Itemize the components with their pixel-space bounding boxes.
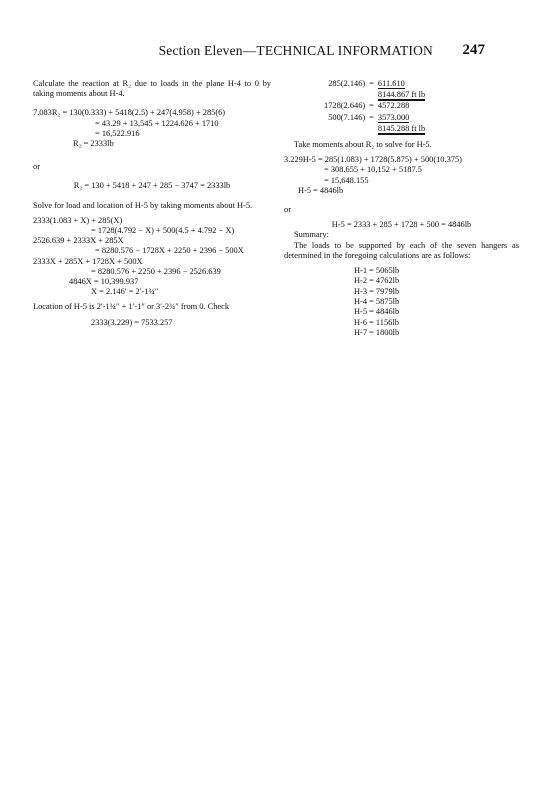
or-text: or bbox=[33, 162, 40, 172]
page-header bbox=[0, 43, 548, 63]
equation-line: 4846X = 10,399.937 bbox=[69, 277, 139, 287]
equation-line: = 8280.576 + 2250 + 2396 − 2526.639 bbox=[91, 266, 221, 276]
equation-line: = 43.29 + 13,545 + 1224.626 + 1710 bbox=[95, 118, 219, 128]
sum-left bbox=[324, 124, 369, 135]
sum-left: 1728(2.646) bbox=[324, 101, 366, 111]
check-equation: 2333(3.229) = 7533.257 bbox=[91, 317, 173, 327]
section-title: Section Eleven—TECHNICAL INFORMATION bbox=[158, 43, 433, 58]
sum-right: 3573.000 bbox=[377, 112, 410, 122]
location-paragraph: Location of H-5 is 2′-1¾″ + 1′-1″ or 3′-2¾″ from 0. Check bbox=[33, 302, 230, 312]
sum-right: 8144.867 ft lb bbox=[377, 90, 426, 100]
equation-line: H-5 = 4846lb bbox=[298, 185, 344, 195]
equation-line: 2333(1.083 + X) + 285(X) bbox=[33, 215, 123, 225]
equation-line: 2333X + 285X + 1728X + 500X bbox=[33, 256, 143, 266]
solve-paragraph: Solve for load and location of H-5 by taking moments about H-5. bbox=[33, 200, 253, 210]
equation-line: = 8280.576 − 1728X + 2250 + 2396 − 500X bbox=[95, 246, 244, 256]
page-number: 247 bbox=[462, 42, 485, 58]
sum-right: 8145.288 ft lb bbox=[377, 123, 426, 133]
sum-row bbox=[324, 124, 429, 135]
equation-line: R₂ = 2333lb bbox=[73, 139, 114, 149]
summary-paragraph: The loads to be supported by each of the seven hangers as determined in the foregoing calculations are as follows: bbox=[284, 240, 519, 260]
list-item: H-7 = 1800lb bbox=[354, 327, 400, 337]
sum-left bbox=[324, 90, 369, 101]
or-text: or bbox=[284, 205, 291, 215]
list-item: H-5 = 4846lb bbox=[354, 307, 400, 317]
left-column bbox=[33, 79, 271, 328]
sum-left: 500(7.146) bbox=[328, 112, 366, 122]
equation-line: R₂ = 130 + 5418 + 247 + 285 − 3747 = 2333lb bbox=[73, 181, 231, 191]
equation-line: H-5 = 2333 + 285 + 1728 + 500 = 4846lb bbox=[331, 220, 472, 230]
equation-line: 2526.639 + 2333X + 285X bbox=[33, 236, 124, 246]
sum-row: 1728(2.646) = 4572.288 bbox=[324, 101, 429, 112]
summary-label: Summary: bbox=[294, 230, 329, 240]
sum-right: 611.610 bbox=[377, 79, 405, 88]
equation-line: 3.229H-5 = 285(1.083) + 1728(5.875) + 500(10.375) bbox=[284, 155, 462, 165]
equation-line: = 308.655 + 10,152 + 5187.5 bbox=[324, 165, 422, 175]
list-item: H-4 = 5875lb bbox=[354, 296, 400, 306]
equation-line: = 16,522.916 bbox=[95, 128, 140, 138]
list-item: H-6 = 1156lb bbox=[354, 317, 399, 327]
sum-table bbox=[324, 79, 429, 135]
sum-right: 4572.288 bbox=[377, 101, 410, 111]
sum-left: 285(2.146) bbox=[328, 79, 366, 88]
intro-paragraph: Calculate the reaction at R₂ due to loads in the plane H-4 to 0 by taking moments about H-4. bbox=[33, 79, 271, 99]
moments-text: Take moments about R₂ to solve for H-5. bbox=[294, 140, 432, 150]
equation-line: 7.083R₂ = 130(0.333) + 5418(2.5) + 247(4.958) + 285(6) bbox=[33, 108, 226, 118]
list-item: H-1 = 5065lb bbox=[354, 266, 400, 276]
hanger-load-list bbox=[354, 266, 519, 338]
list-item: H-3 = 7979lb bbox=[354, 286, 400, 296]
equation-line: = 15,648.155 bbox=[324, 175, 369, 185]
sum-row: 500(7.146) = 3573.000 bbox=[324, 113, 429, 124]
equation-line: = 1728(4.792 − X) + 500(4.5 + 4.792 − X) bbox=[91, 226, 235, 236]
list-item: H-2 = 4762lb bbox=[354, 276, 400, 286]
sum-row bbox=[324, 90, 429, 101]
sum-row: 285(2.146) = 611.610 bbox=[324, 79, 429, 90]
right-column bbox=[284, 79, 519, 338]
equation-line: X = 2.146′ = 2′-1¾″ bbox=[91, 287, 159, 297]
